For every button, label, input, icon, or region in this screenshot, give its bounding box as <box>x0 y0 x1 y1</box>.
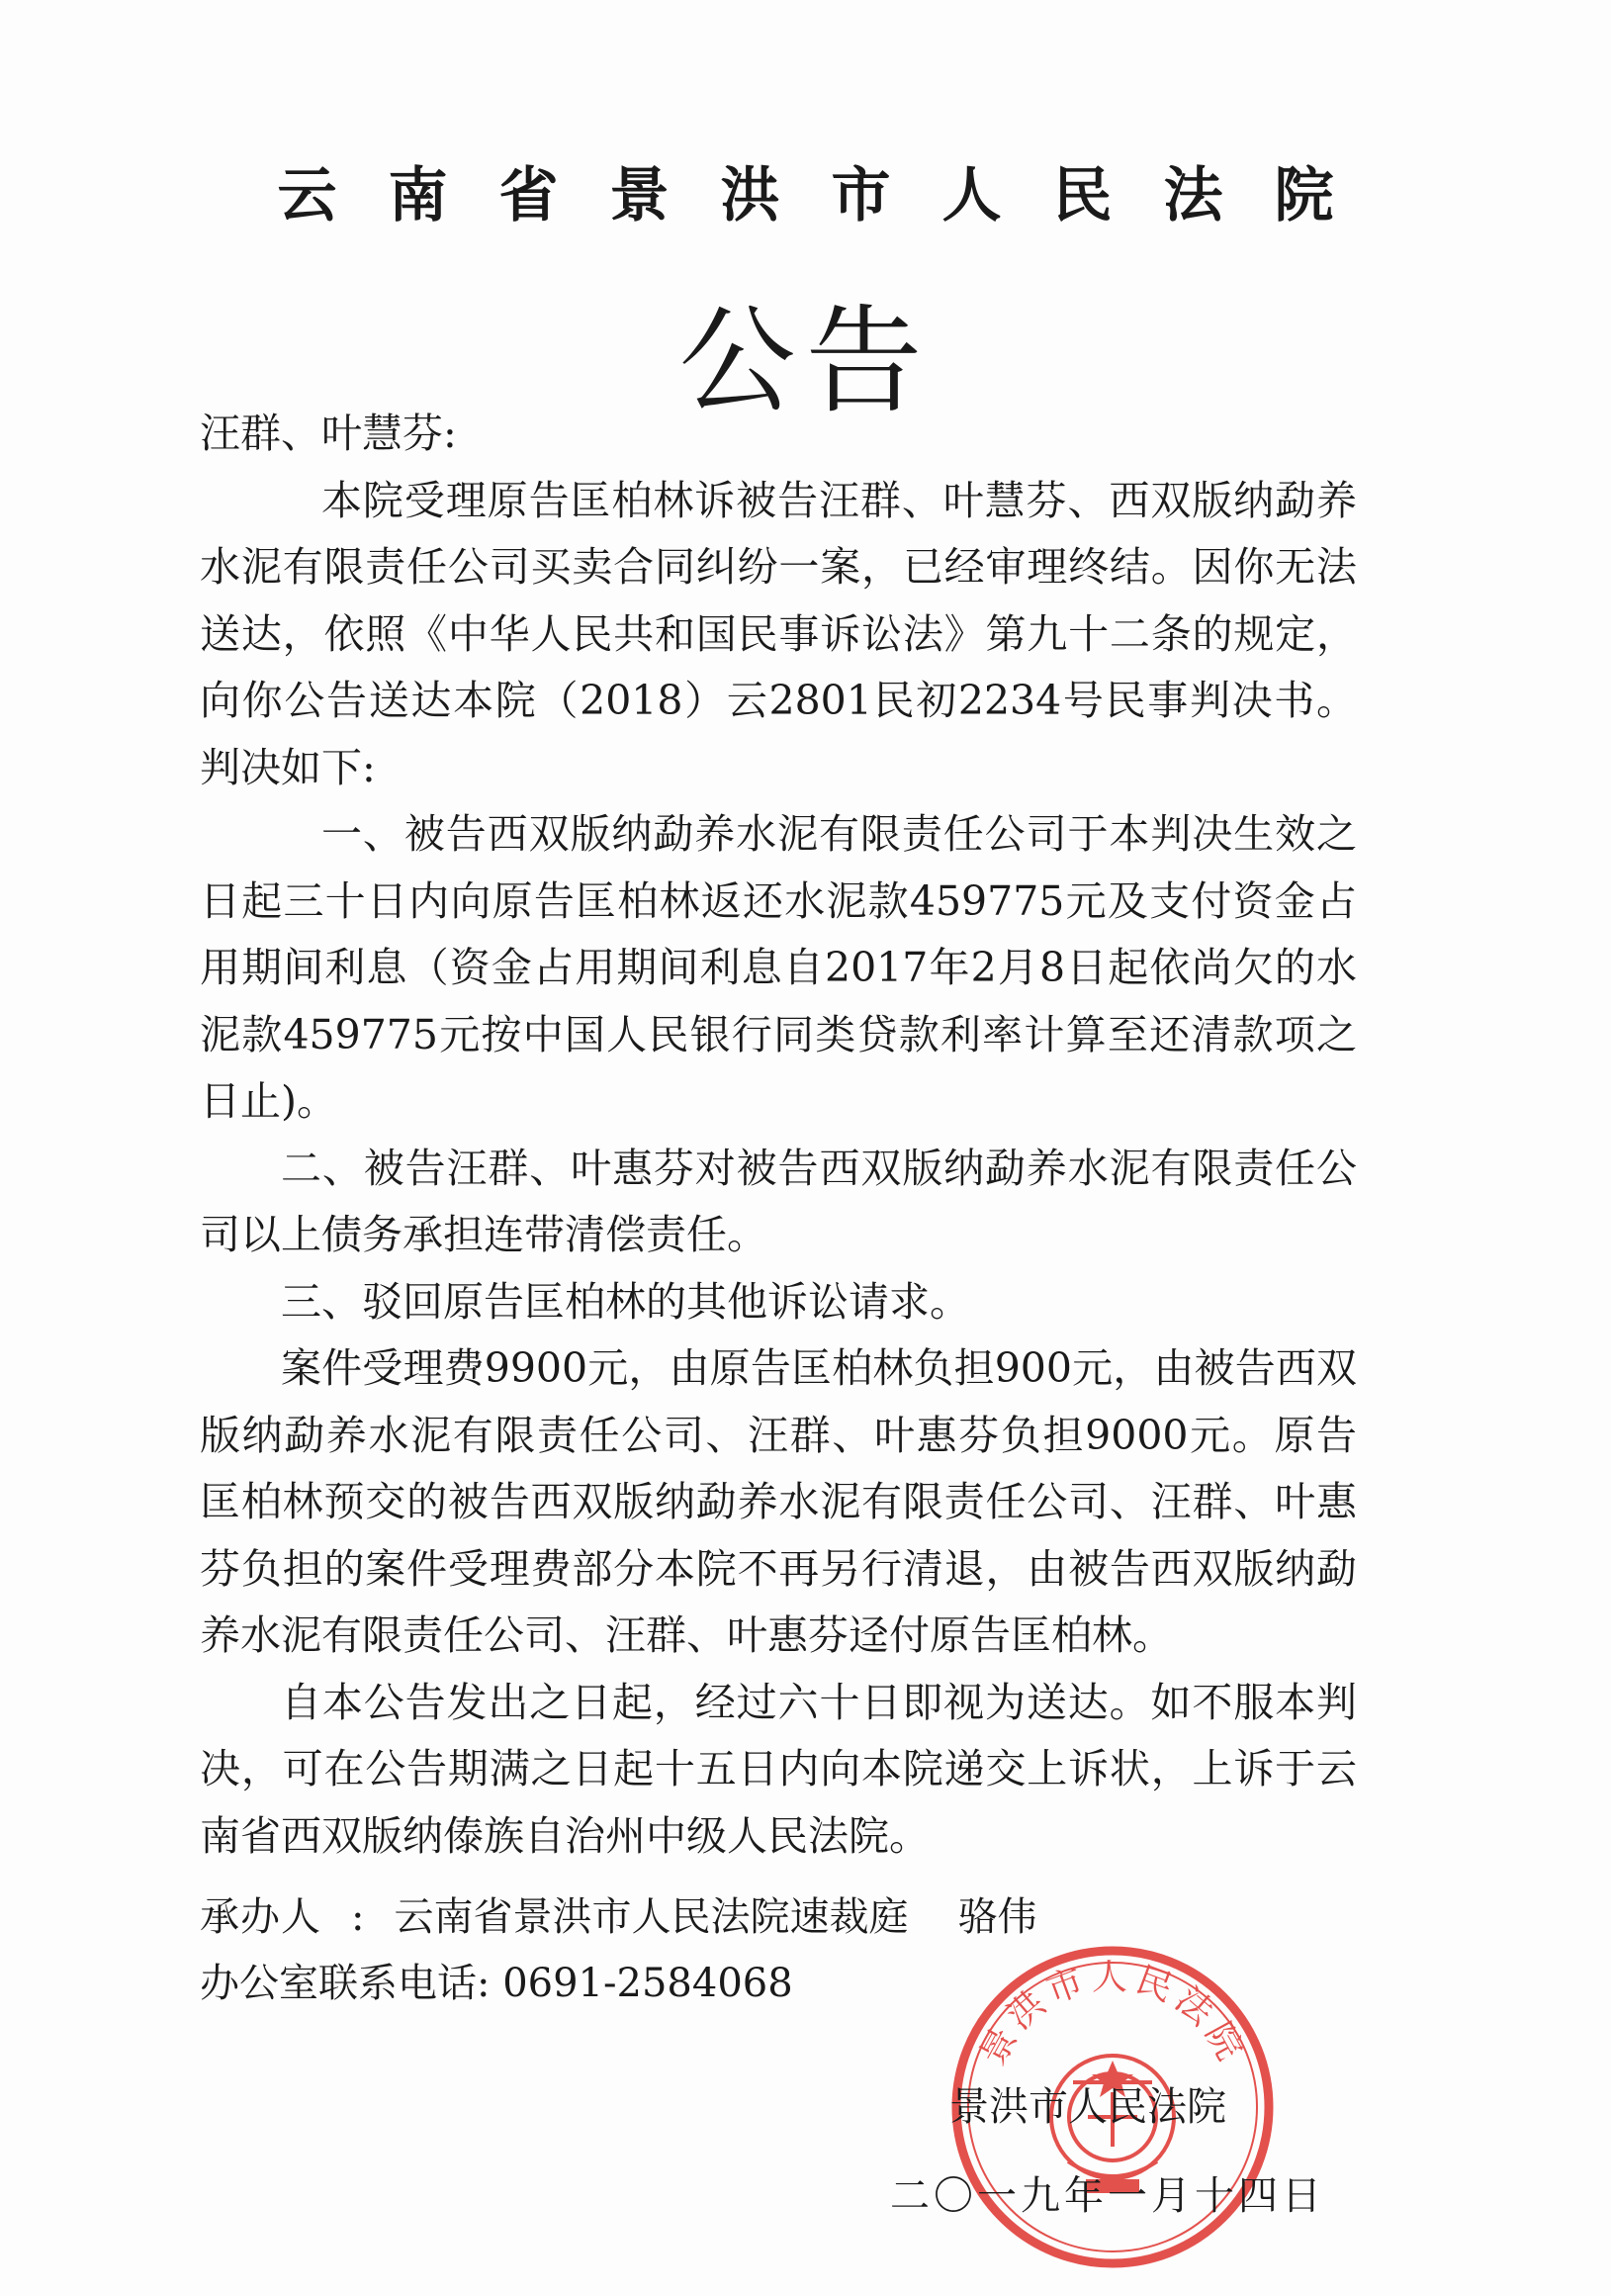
contact-footer <box>200 1884 1036 2017</box>
handler-department: 云南省景洪市人民法院速裁庭 <box>394 1894 909 1940</box>
handler-row <box>200 1884 1036 1951</box>
signature-court: 景洪市人民法院 <box>949 2084 1226 2130</box>
phone-label: 办公室联系电话: <box>200 1961 491 2006</box>
paragraph-judgment-item-1: 一、被告西双版纳勐养水泥有限责任公司于本判决生效之日起三十日内向原告匡柏林返还水泥款459775元及支付资金占用期间利息（资金占用期间利息自2017年2月8日起依尚欠的水泥款459775元按中国人民银行同类贷款利率计算至还清款项之日止)。 <box>200 810 1357 1125</box>
addressee: 汪群、叶慧芬: <box>200 410 457 457</box>
signature-block <box>890 2063 1325 2241</box>
seal-text: 景洪市人民法院 <box>972 1957 1253 2072</box>
handler-label: 承办人 <box>200 1894 321 1940</box>
paragraph-judgment-item-3: 三、驳回原告匡柏林的其他诉讼请求。 <box>281 1277 970 1326</box>
phone-row <box>200 1951 1036 2017</box>
paragraph-case-fees: 案件受理费9900元，由原告匡柏林负担900元，由被告西双版纳勐养水泥有限责任公司、汪群、叶惠芬负担9000元。原告匡柏林预交的被告西双版纳勐养水泥有限责任公司、汪群、叶惠芬负担的案件受理费部分本院不再另行清退，由被告西双版纳勐养水泥有限责任公司、汪群、叶惠芬迳付原告匡柏林。 <box>200 1344 1357 1659</box>
signature-date: 二〇一九年一月十四日 <box>890 2173 1325 2219</box>
paragraph-judgment-item-2: 二、被告汪群、叶惠芬对被告西双版纳勐养水泥有限责任公司以上债务承担连带清偿责任。 <box>200 1144 1357 1258</box>
court-name-heading: 云南省景洪市人民法院 <box>277 161 1386 230</box>
paragraph-service-and-appeal: 自本公告发出之日起，经过六十日即视为送达。如不服本判决，可在公告期满之日起十五日内向本院递交上诉状，上诉于云南省西双版纳傣族自治州中级人民法院。 <box>200 1678 1357 1860</box>
handler-separator: : <box>351 1894 365 1940</box>
paragraph-case-intro: 本院受理原告匡柏林诉被告汪群、叶慧芬、西双版纳勐养水泥有限责任公司买卖合同纠纷一案，已经审理终结。因你无法送达，依照《中华人民共和国民事诉讼法》第九十二条的规定，向你公告送达本院（2018）云2801民初2234号民事判决书。判决如下: <box>200 476 1357 791</box>
handler-name: 骆伟 <box>957 1894 1037 1940</box>
notice-body <box>200 401 1357 1870</box>
notice-title: 公告 <box>678 293 933 429</box>
phone-number: 0691-2584068 <box>502 1961 793 2006</box>
